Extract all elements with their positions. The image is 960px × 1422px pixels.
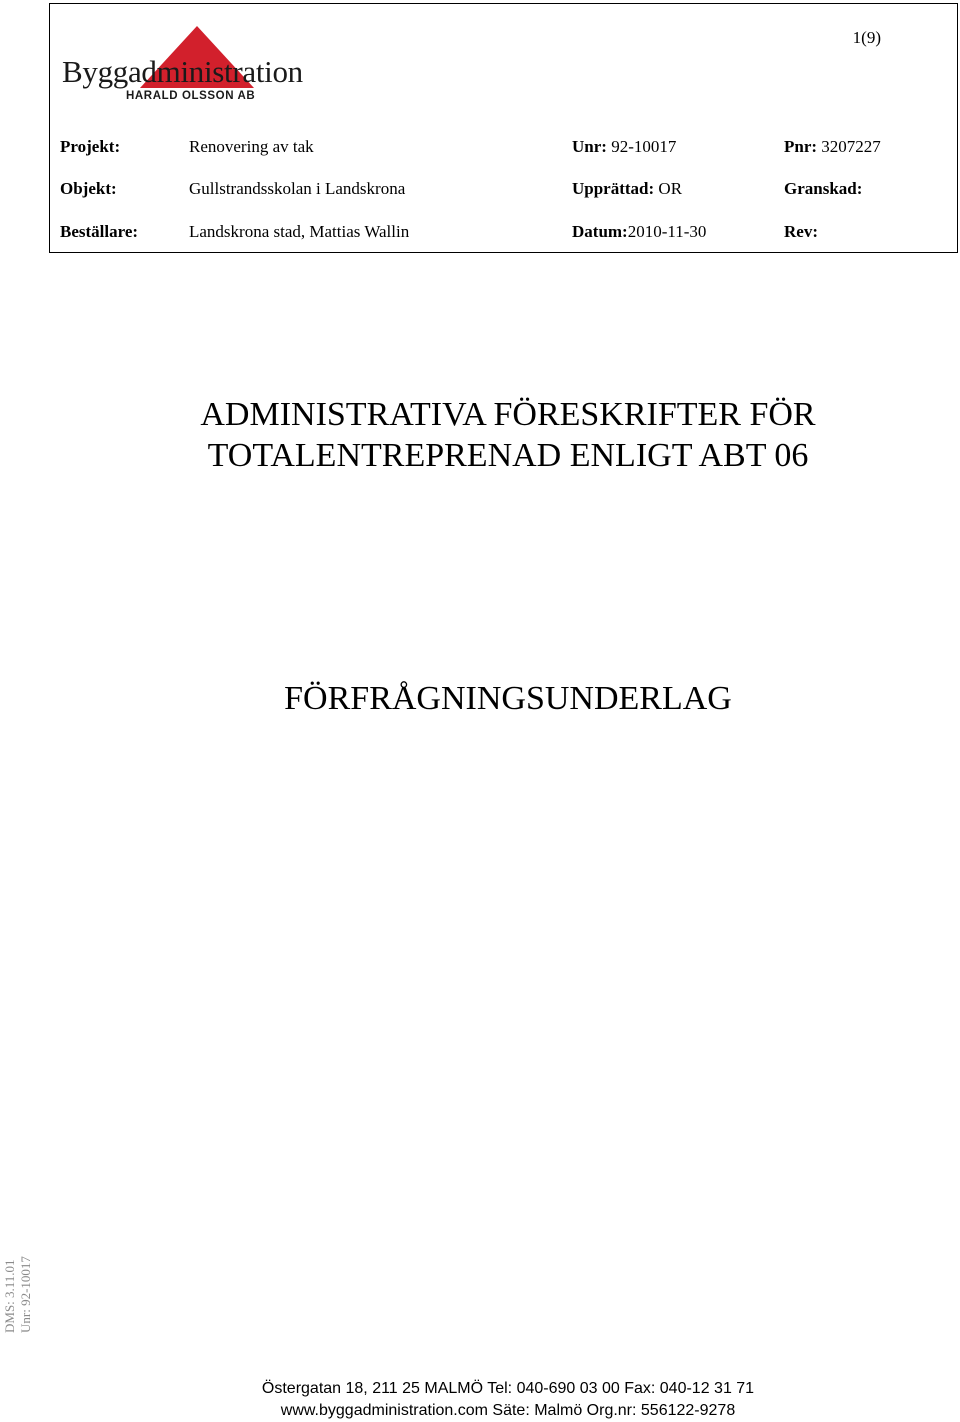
object-value: Gullstrandsskolan i Landskrona <box>189 179 406 198</box>
pnr-field <box>784 137 881 157</box>
revision-field <box>784 222 818 242</box>
prepared-value: OR <box>654 179 683 198</box>
pnr-label: Pnr: <box>784 137 818 156</box>
unr-label: Unr: <box>572 137 607 156</box>
info-row-client <box>50 222 957 246</box>
pnr-value: 3207227 <box>817 137 881 156</box>
revision-label: Rev: <box>784 222 818 241</box>
info-row-project <box>50 137 957 161</box>
side-stamp-dms: DMS: 3.11.01 <box>2 1259 17 1333</box>
side-stamp <box>0 1243 44 1333</box>
info-row-object <box>50 179 957 203</box>
document-footer <box>0 1378 960 1422</box>
page-number: 1(9) <box>852 28 881 47</box>
client-value: Landskrona stad, Mattias Wallin <box>189 222 410 241</box>
document-title <box>0 394 960 476</box>
client-label: Beställare: <box>60 222 139 241</box>
object-label: Objekt: <box>60 179 117 198</box>
prepared-label: Upprättad: <box>572 179 655 198</box>
footer-web-org: www.byggadministration.com Säte: Malmö Org.nr: 556122-9278 <box>280 1402 736 1419</box>
date-value: 2010-11-30 <box>627 222 707 241</box>
project-value: Renovering av tak <box>189 137 314 156</box>
side-stamp-unr: Unr: 92-10017 <box>18 1256 33 1333</box>
prepared-field <box>572 179 682 199</box>
date-field <box>572 222 706 242</box>
company-logo <box>62 24 332 104</box>
unr-field <box>572 137 676 157</box>
date-label: Datum: <box>572 222 628 241</box>
logo-wordmark: Byggadministration <box>62 54 303 89</box>
document-title-line2: TOTALENTREPRENAD ENLIGT ABT 06 <box>207 437 809 474</box>
document-title-line1: ADMINISTRATIVA FÖRESKRIFTER FÖR <box>200 396 816 433</box>
footer-address: Östergatan 18, 211 25 MALMÖ Tel: 040-690 03 00 Fax: 040-12 31 71 <box>261 1380 755 1397</box>
unr-value: 92-10017 <box>606 137 677 156</box>
project-label: Projekt: <box>60 137 121 156</box>
reviewed-label: Granskad: <box>784 179 863 198</box>
document-subtitle: FÖRFRÅGNINGSUNDERLAG <box>284 680 732 717</box>
reviewed-field <box>784 179 862 199</box>
logo-subtitle: HARALD OLSSON AB <box>126 90 256 102</box>
document-header <box>49 3 958 253</box>
